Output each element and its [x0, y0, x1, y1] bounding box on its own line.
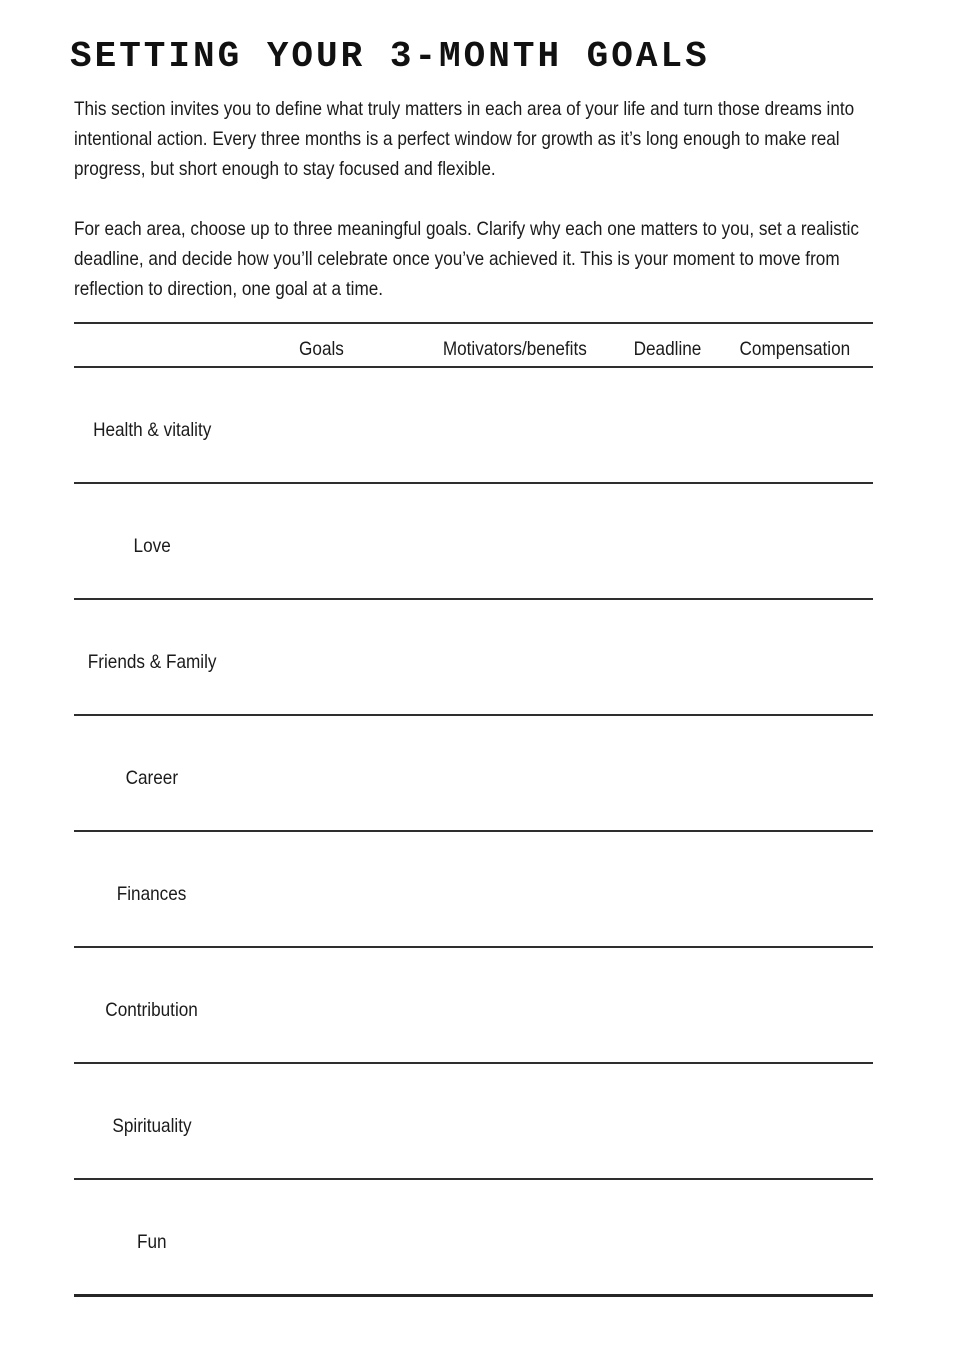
- deadline-cell: [618, 368, 716, 482]
- goals-table: [74, 322, 873, 1297]
- deadline-cell: [618, 832, 716, 946]
- table-row-love: [74, 484, 873, 600]
- compensation-cell: [716, 484, 873, 598]
- row-label-text: Contribution: [105, 999, 199, 1021]
- deadline-cell: [618, 716, 716, 830]
- column-header-goals-label: Goals: [298, 338, 344, 360]
- column-header-deadline: [618, 324, 716, 366]
- table-row-fun: [74, 1180, 873, 1297]
- column-header-compensation-label: Compensation: [739, 338, 850, 360]
- goals-cell: [230, 716, 412, 830]
- compensation-cell: [716, 368, 873, 482]
- goals-cell: [230, 600, 412, 714]
- motivators-cell: [412, 948, 618, 1062]
- table-row-spirituality: [74, 1064, 873, 1180]
- deadline-cell: [618, 600, 716, 714]
- motivators-cell: [412, 600, 618, 714]
- deadline-cell: [618, 1180, 716, 1294]
- deadline-cell: [618, 484, 716, 598]
- compensation-cell: [716, 948, 873, 1062]
- motivators-cell: [412, 832, 618, 946]
- goals-cell: [230, 948, 412, 1062]
- motivators-cell: [412, 1064, 618, 1178]
- compensation-cell: [716, 1180, 873, 1294]
- compensation-cell: [716, 600, 873, 714]
- deadline-cell: [618, 1064, 716, 1178]
- row-label-text: Health & vitality: [92, 419, 212, 441]
- goals-cell: [230, 1064, 412, 1178]
- row-label: [74, 368, 230, 482]
- compensation-cell: [716, 716, 873, 830]
- row-label-text: Spirituality: [112, 1115, 192, 1137]
- goals-cell: [230, 1180, 412, 1294]
- table-row-contribution: [74, 948, 873, 1064]
- column-header-deadline-label: Deadline: [633, 338, 701, 360]
- motivators-cell: [412, 484, 618, 598]
- column-header-motivators: [412, 324, 618, 366]
- goals-cell: [230, 368, 412, 482]
- table-row-career: [74, 716, 873, 832]
- intro-paragraph-2: For each area, choose up to three meaningful goals. Clarify why each one matters to you, set a realistic deadline, and decide how you’ll celebrate once you’ve achieved it. This is your moment to move from reflection to direction, one goal at a time.: [74, 218, 860, 300]
- motivators-cell: [412, 368, 618, 482]
- column-header-goals: [230, 324, 412, 366]
- column-header-motivators-label: Motivators/benefits: [442, 338, 588, 360]
- deadline-cell: [618, 948, 716, 1062]
- table-header-row: [74, 322, 873, 368]
- motivators-cell: [412, 1180, 618, 1294]
- table-row-finances: [74, 832, 873, 948]
- header-cell-empty: [74, 324, 230, 366]
- page-title: SETTING YOUR 3-MONTH GOALS: [70, 36, 710, 77]
- goals-cell: [230, 832, 412, 946]
- motivators-cell: [412, 716, 618, 830]
- row-label-text: Friends & Family: [87, 651, 217, 673]
- column-header-compensation: [716, 324, 873, 366]
- compensation-cell: [716, 1064, 873, 1178]
- row-label-text: Fun: [137, 1231, 167, 1253]
- row-label-text: Finances: [117, 883, 187, 905]
- goals-cell: [230, 484, 412, 598]
- row-label: [74, 832, 230, 946]
- table-row-friends-family: [74, 600, 873, 716]
- row-label: [74, 948, 230, 1062]
- row-label: [74, 484, 230, 598]
- row-label: [74, 716, 230, 830]
- row-label: [74, 1064, 230, 1178]
- compensation-cell: [716, 832, 873, 946]
- row-label-text: Career: [125, 767, 179, 789]
- table-row-health-vitality: [74, 368, 873, 484]
- intro-paragraph-1: This section invites you to define what truly matters in each area of your life and turn those dreams into intentional action. Every three months is a perfect window for growth as it’s long enough to make real progress, but short enough to stay focused and flexible.: [74, 98, 855, 180]
- row-label-text: Love: [133, 535, 171, 557]
- row-label: [74, 1180, 230, 1294]
- row-label: [74, 600, 230, 714]
